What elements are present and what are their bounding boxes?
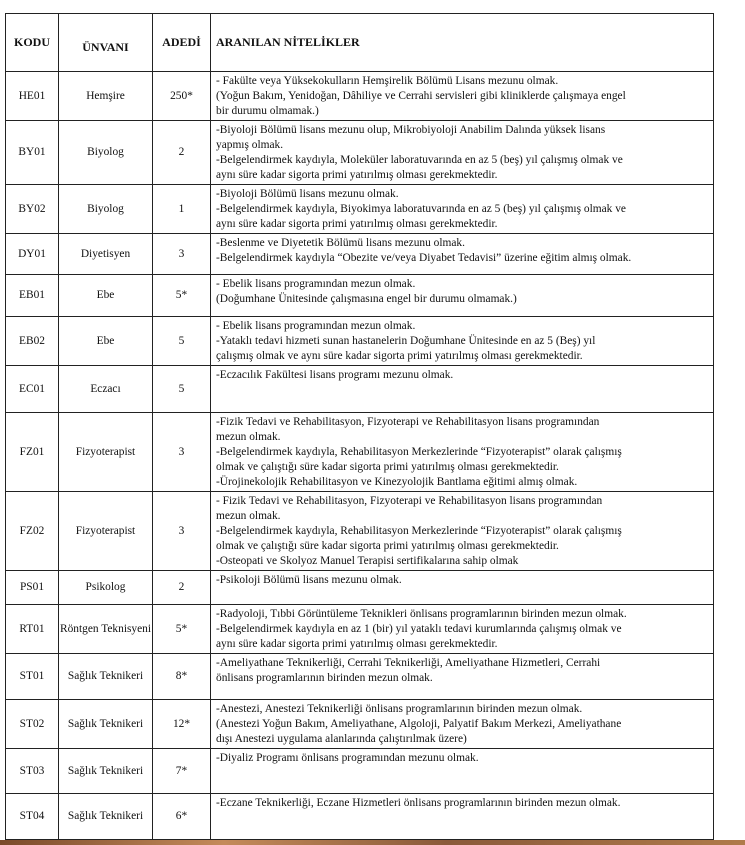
cell-adedi: 8*: [153, 654, 211, 700]
requirement-line: -Belgelendirmek kaydıyla, Rehabilitasyon Merkezlerinde “Fizyoterapist” olarak çalışmış: [216, 525, 622, 537]
header-adedi: ADEDİ: [153, 14, 211, 72]
cell-kodu: DY01: [6, 234, 59, 275]
table-row: [6, 72, 714, 121]
table-row: [6, 366, 714, 413]
requirement-line: çalışmış olmak ve aynı süre kadar sigorta primi yatırılmış olması gerekmektedir.: [216, 350, 583, 362]
cell-nitelikler: [211, 72, 714, 121]
table-row: [6, 413, 714, 492]
cell-unvani: Sağlık Teknikeri: [59, 700, 153, 749]
cell-unvani: Biyolog: [59, 185, 153, 234]
cell-kodu: ST02: [6, 700, 59, 749]
cell-kodu: HE01: [6, 72, 59, 121]
requirement-line: (Anestezi Yoğun Bakım, Ameliyathane, Algoloji, Palyatif Bakım Merkezi, Ameliyathane: [216, 718, 622, 730]
personnel-requirements-table: [5, 13, 714, 840]
table-row: [6, 275, 714, 317]
header-kodu: KODU: [6, 14, 59, 72]
requirement-line: olmak ve çalıştığı süre kadar sigorta primi yatırılmış olması gerekmektedir.: [216, 540, 559, 552]
cell-adedi: 3: [153, 413, 211, 492]
cell-nitelikler: [211, 413, 714, 492]
requirement-line: -Eczacılık Fakültesi lisans programı mezunu olmak.: [216, 369, 454, 381]
requirement-line: yapmış olmak.: [216, 139, 284, 151]
cell-unvani: Fizyoterapist: [59, 413, 153, 492]
requirement-line: -Anestezi, Anestezi Teknikerliği önlisans programlarının birinden mezun olmak.: [216, 703, 583, 715]
cell-adedi: 3: [153, 234, 211, 275]
requirement-line: -Belgelendirmek kaydıyla, Moleküler laboratuvarında en az 5 (beş) yıl çalışmış olmak ve: [216, 154, 623, 166]
cell-nitelikler: [211, 234, 714, 275]
cell-nitelikler: [211, 492, 714, 571]
table-row: [6, 605, 714, 654]
requirement-line: -Belgelendirmek kaydıyla en az 1 (bir) yıl yataklı tedavi kurumlarında çalışmış olmak ve: [216, 623, 622, 635]
requirement-line: aynı süre kadar sigorta primi yatırılmış olması gerekmektedir.: [216, 218, 498, 230]
cell-kodu: FZ02: [6, 492, 59, 571]
cell-unvani: Biyolog: [59, 121, 153, 185]
requirement-line: -Fizik Tedavi ve Rehabilitasyon, Fizyoterapi ve Rehabilitasyon lisans programından: [216, 416, 600, 428]
requirement-line: - Fakülte veya Yüksekokulların Hemşirelik Bölümü Lisans mezunu olmak.: [216, 75, 559, 87]
cell-adedi: 5: [153, 366, 211, 413]
requirement-line: -Belgelendirmek kaydıyla, Rehabilitasyon Merkezlerinde “Fizyoterapist” olarak çalışmış: [216, 446, 622, 458]
cell-adedi: 2: [153, 121, 211, 185]
cell-kodu: ST01: [6, 654, 59, 700]
requirement-line: - Ebelik lisans programından mezun olmak.: [216, 278, 416, 290]
requirement-line: -Diyaliz Programı önlisans programından mezunu olmak.: [216, 752, 479, 764]
requirement-line: bir durumu olmamak.): [216, 105, 319, 117]
page-bottom-edge: [0, 840, 745, 845]
requirement-line: önlisans programlarının birinden mezun olmak.: [216, 672, 433, 684]
requirement-line: -Belgelendirmek kaydıyla “Obezite ve/veya Diyabet Tedavisi” üzerine eğitim almış olmak.: [216, 252, 632, 264]
requirement-line: - Ebelik lisans programından mezun olmak.: [216, 320, 416, 332]
cell-adedi: 2: [153, 571, 211, 605]
cell-nitelikler: [211, 700, 714, 749]
cell-adedi: 1: [153, 185, 211, 234]
cell-nitelikler: [211, 275, 714, 317]
cell-adedi: 6*: [153, 794, 211, 840]
requirement-line: -Belgelendirmek kaydıyla, Biyokimya laboratuvarında en az 5 (beş) yıl çalışmış olmak ve: [216, 203, 626, 215]
table-row: [6, 749, 714, 794]
cell-kodu: BY01: [6, 121, 59, 185]
requirement-line: mezun olmak.: [216, 431, 281, 443]
cell-nitelikler: [211, 654, 714, 700]
requirement-line: -Osteopati ve Skolyoz Manuel Terapisi sertifikalarına sahip olmak: [216, 555, 519, 567]
requirement-line: -Biyoloji Bölümü lisans mezunu olup, Mikrobiyoloji Anabilim Dalında yüksek lisans: [216, 124, 606, 136]
cell-unvani: Diyetisyen: [59, 234, 153, 275]
cell-nitelikler: [211, 794, 714, 840]
requirement-line: -Beslenme ve Diyetetik Bölümü lisans mezunu olmak.: [216, 237, 465, 249]
table-row: [6, 571, 714, 605]
table-row: [6, 654, 714, 700]
cell-adedi: 5*: [153, 275, 211, 317]
cell-nitelikler: [211, 121, 714, 185]
requirement-line: -Ameliyathane Teknikerliği, Cerrahi Teknikerliği, Ameliyathane Hizmetleri, Cerrahi: [216, 657, 601, 669]
cell-kodu: ST04: [6, 794, 59, 840]
table-row: [6, 492, 714, 571]
cell-adedi: 7*: [153, 749, 211, 794]
cell-kodu: EB01: [6, 275, 59, 317]
cell-nitelikler: [211, 605, 714, 654]
requirement-line: -Yataklı tedavi hizmeti sunan hastanelerin Doğumhane Ünitesinde en az 5 (Beş) yıl: [216, 335, 596, 347]
cell-nitelikler: [211, 749, 714, 794]
cell-nitelikler: [211, 571, 714, 605]
cell-kodu: ST03: [6, 749, 59, 794]
cell-unvani: Eczacı: [59, 366, 153, 413]
requirement-line: -Biyoloji Bölümü lisans mezunu olmak.: [216, 188, 399, 200]
requirement-line: - Fizik Tedavi ve Rehabilitasyon, Fizyoterapi ve Rehabilitasyon lisans programından: [216, 495, 603, 507]
cell-unvani: Psikolog: [59, 571, 153, 605]
requirement-line: aynı süre kadar sigorta primi yatırılmış olması gerekmektedir.: [216, 638, 498, 650]
cell-kodu: PS01: [6, 571, 59, 605]
cell-nitelikler: [211, 317, 714, 366]
cell-kodu: RT01: [6, 605, 59, 654]
cell-kodu: FZ01: [6, 413, 59, 492]
table-row: [6, 121, 714, 185]
header-nitelikler: ARANILAN NİTELİKLER: [211, 14, 714, 72]
cell-unvani: Ebe: [59, 275, 153, 317]
cell-unvani: Hemşire: [59, 72, 153, 121]
table-row: [6, 317, 714, 366]
requirement-line: -Radyoloji, Tıbbi Görüntüleme Teknikleri önlisans programlarının birinden mezun olmak.: [216, 608, 627, 620]
cell-unvani: Röntgen Teknisyeni: [59, 605, 153, 654]
table-row: [6, 794, 714, 840]
requirement-line: aynı süre kadar sigorta primi yatırılmış olması gerekmektedir.: [216, 169, 498, 181]
header-unvani: ÜNVANI: [59, 14, 153, 72]
table-row: [6, 700, 714, 749]
cell-unvani: Ebe: [59, 317, 153, 366]
cell-nitelikler: [211, 366, 714, 413]
cell-unvani: Fizyoterapist: [59, 492, 153, 571]
requirement-line: dışı Anestezi uygulama alanlarında çalıştırılmak üzere): [216, 733, 467, 745]
cell-nitelikler: [211, 185, 714, 234]
cell-unvani: Sağlık Teknikeri: [59, 654, 153, 700]
table-row: [6, 234, 714, 275]
cell-adedi: 5*: [153, 605, 211, 654]
cell-unvani: Sağlık Teknikeri: [59, 749, 153, 794]
cell-adedi: 3: [153, 492, 211, 571]
cell-kodu: BY02: [6, 185, 59, 234]
header-row: [6, 14, 714, 72]
cell-unvani: Sağlık Teknikeri: [59, 794, 153, 840]
cell-adedi: 5: [153, 317, 211, 366]
cell-adedi: 250*: [153, 72, 211, 121]
requirement-line: -Eczane Teknikerliği, Eczane Hizmetleri önlisans programlarının birinden mezun olmak.: [216, 797, 621, 809]
cell-kodu: EB02: [6, 317, 59, 366]
requirement-line: mezun olmak.: [216, 510, 281, 522]
requirement-line: (Yoğun Bakım, Yenidoğan, Dâhiliye ve Cerrahi servisleri gibi kliniklerde çalışmaya engel: [216, 90, 626, 102]
requirement-line: olmak ve çalıştığı süre kadar sigorta primi yatırılmış olması gerekmektedir.: [216, 461, 559, 473]
cell-adedi: 12*: [153, 700, 211, 749]
requirement-line: (Doğumhane Ünitesinde çalışmasına engel bir durumu olmamak.): [216, 293, 517, 305]
cell-kodu: EC01: [6, 366, 59, 413]
requirement-line: -Ürojinekolojik Rehabilitasyon ve Kinezyolojik Bantlama eğitimi almış olmak.: [216, 476, 578, 488]
requirement-line: -Psikoloji Bölümü lisans mezunu olmak.: [216, 574, 402, 586]
table-row: [6, 185, 714, 234]
